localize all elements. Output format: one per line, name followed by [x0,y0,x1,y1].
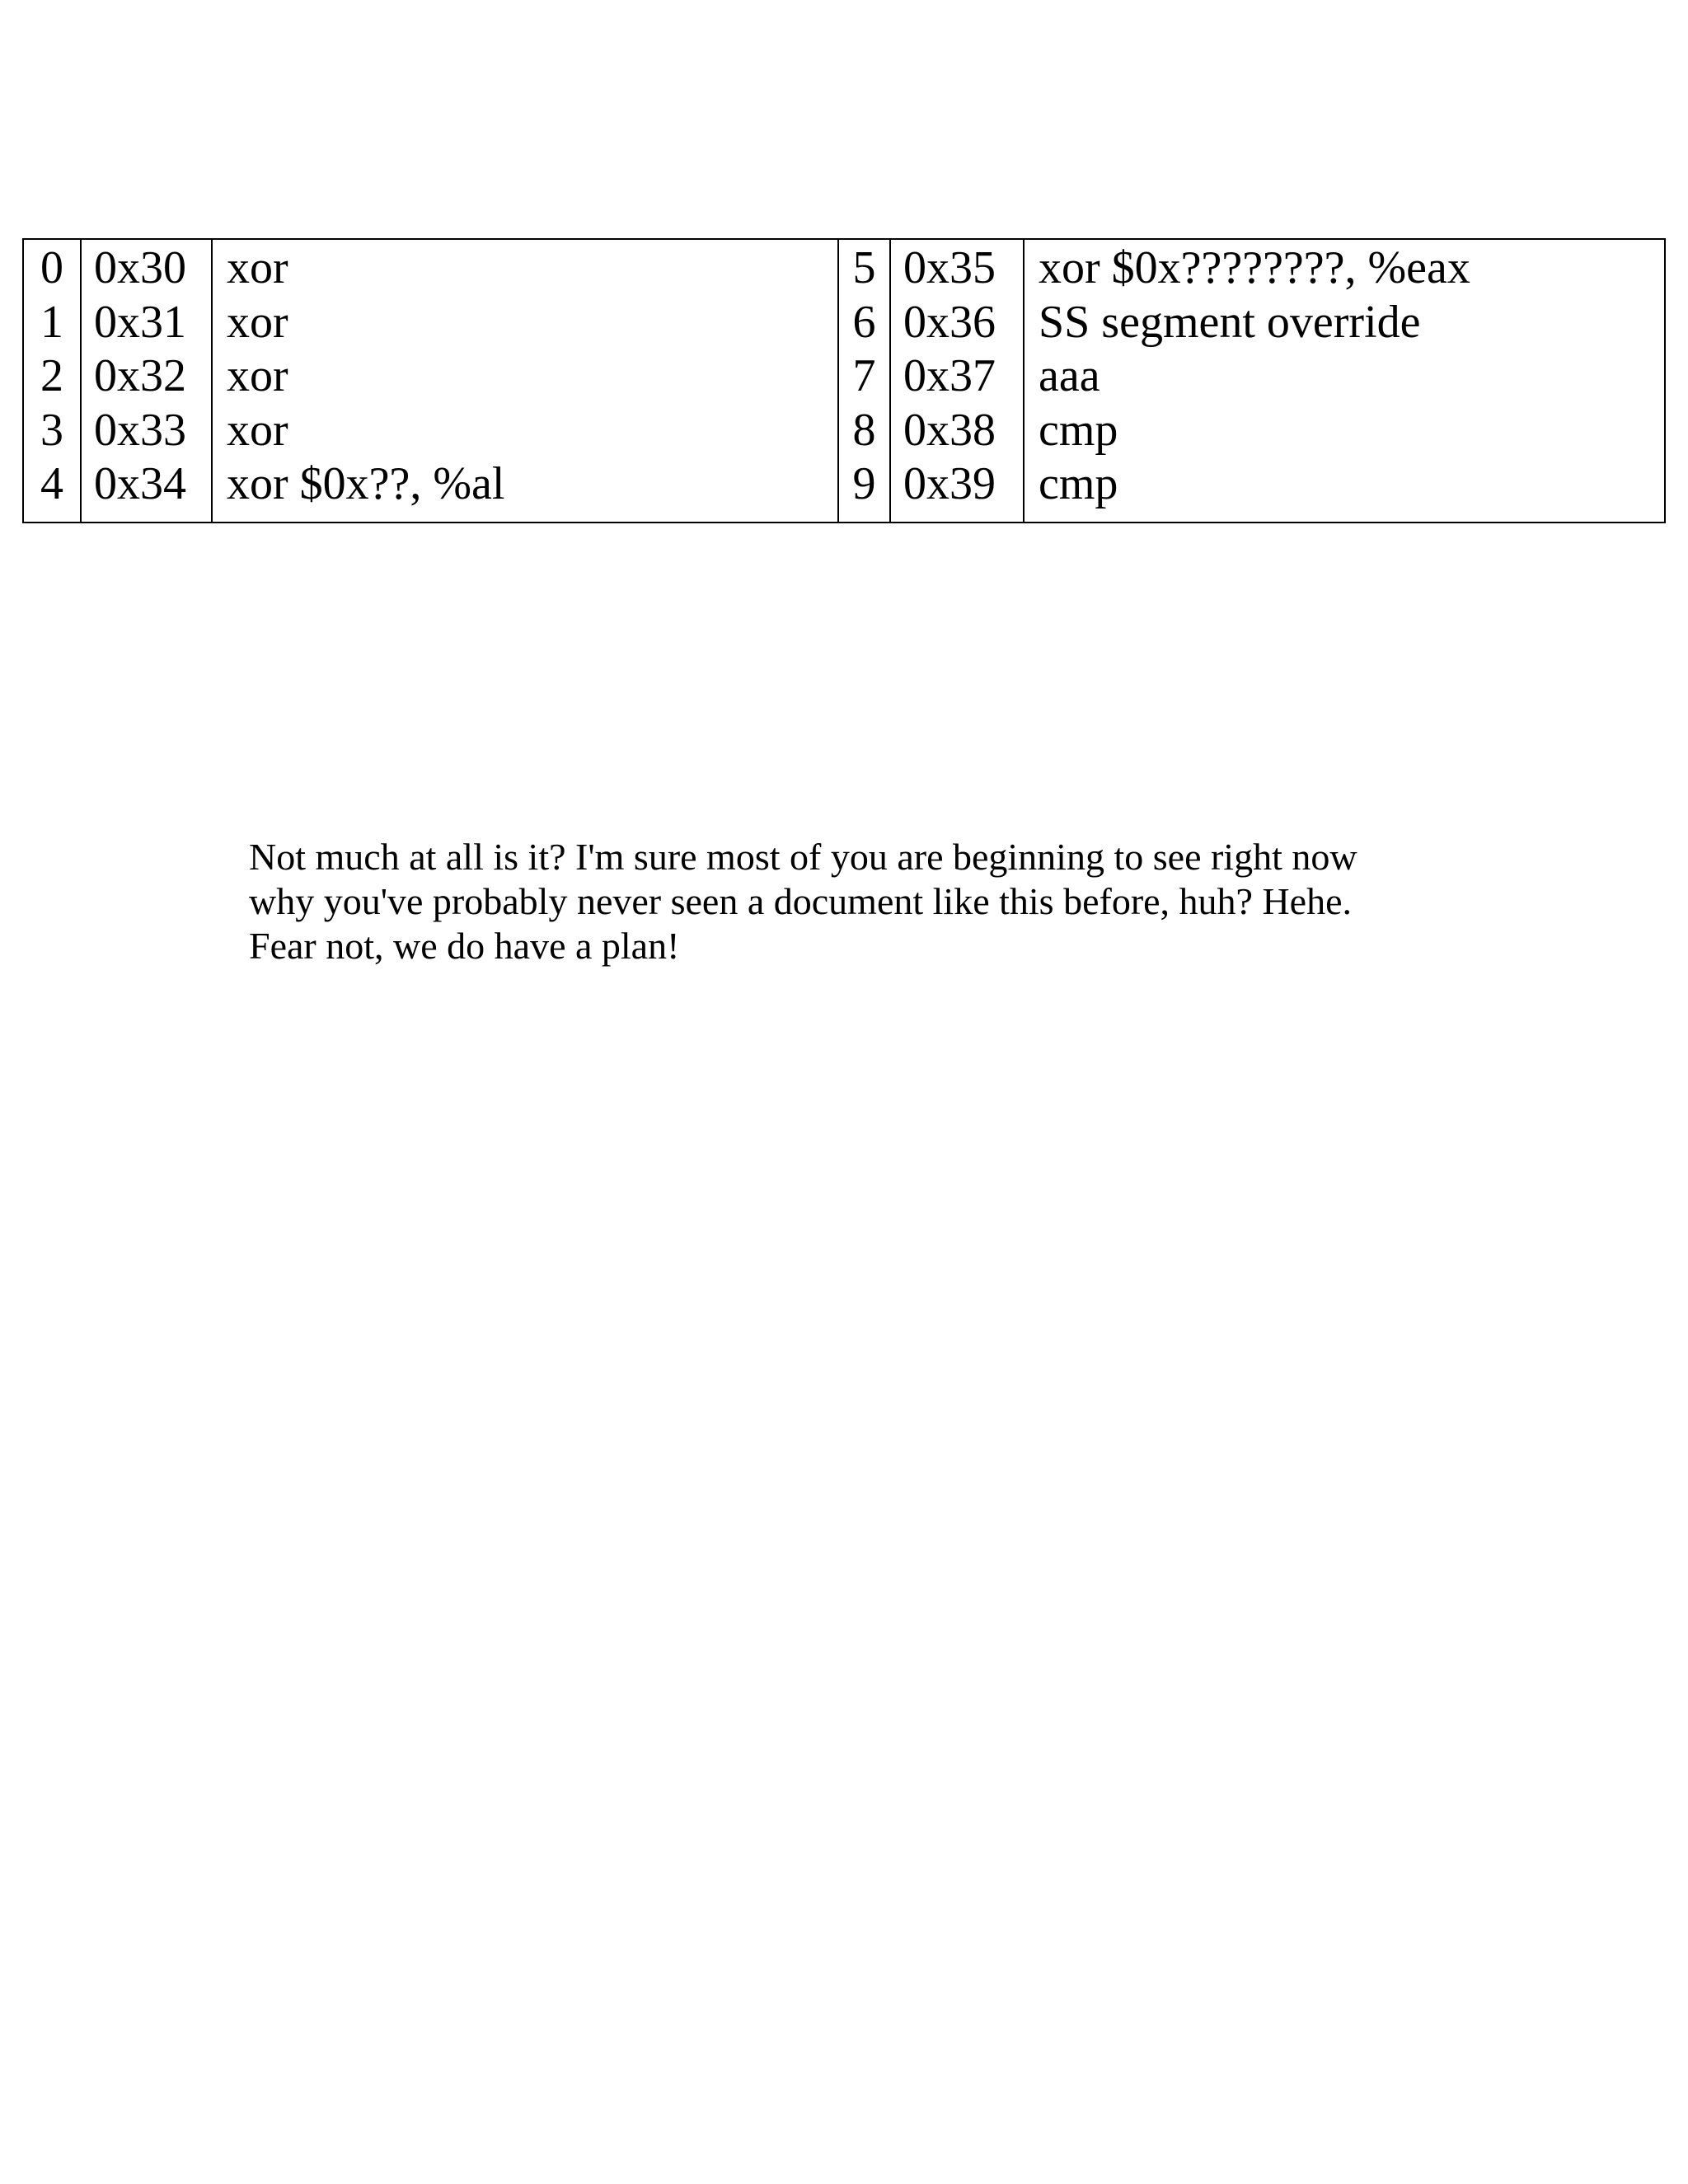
right-instruction-column [1025,240,1664,522]
hex-code: 0x38 [903,404,996,456]
row-number: 7 [852,350,876,401]
row-number: 3 [40,404,63,456]
right-number-column [839,240,891,522]
hex-code: 0x30 [94,242,186,293]
instruction: xor [227,296,288,348]
instruction: cmp [1039,458,1118,509]
row-number: 2 [40,350,63,401]
instruction: aaa [1039,350,1100,401]
left-instruction-column [213,240,839,522]
instruction: xor [227,350,288,401]
row-number: 8 [852,404,876,456]
instruction: cmp [1039,404,1118,456]
instruction: SS segment override [1039,296,1421,348]
instruction: xor [227,404,288,456]
left-hex-column [82,240,213,522]
hex-code: 0x32 [94,350,186,401]
hex-code: 0x37 [903,350,996,401]
paragraph-line: why you've probably never seen a document like this before, huh? Hehe. [249,880,1353,922]
row-number: 0 [40,242,63,293]
row-number: 1 [40,296,63,348]
right-hex-column [891,240,1025,522]
hex-code: 0x36 [903,296,996,348]
row-number: 5 [852,242,876,293]
hex-code: 0x31 [94,296,186,348]
body-paragraph [249,835,1485,968]
row-number: 6 [852,296,876,348]
hex-code: 0x33 [94,404,186,456]
row-number: 4 [40,458,63,509]
row-number: 9 [852,458,876,509]
instruction: xor [227,242,288,293]
hex-code: 0x39 [903,458,996,509]
paragraph-line: Not much at all is it? I'm sure most of you are beginning to see right now [249,836,1357,878]
instruction: xor $0x????????, %eax [1039,242,1470,293]
left-number-column [24,240,82,522]
instruction: xor $0x??, %al [227,458,505,509]
hex-code: 0x35 [903,242,996,293]
hex-code: 0x34 [94,458,186,509]
opcode-table [22,238,1666,523]
paragraph-line: Fear not, we do have a plan! [249,925,680,967]
